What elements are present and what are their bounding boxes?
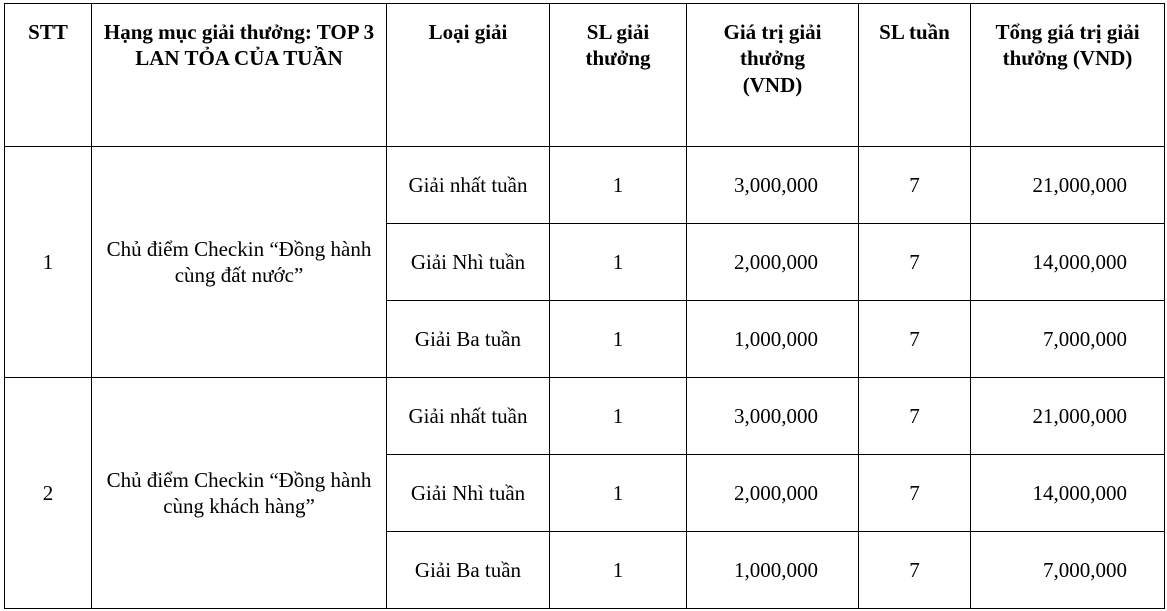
header-row [5, 4, 1165, 147]
category-cell: Chủ điểm Checkin “Đồng hành cùng đất nước” [92, 147, 387, 378]
total-value-cell: 21,000,000 [971, 147, 1165, 224]
stt-cell: 2 [5, 378, 92, 609]
total-value-cell: 14,000,000 [971, 455, 1165, 532]
prize-type-cell: Giải nhất tuần [387, 147, 550, 224]
prize-quantity-cell: 1 [550, 532, 687, 609]
total-value-cell: 7,000,000 [971, 301, 1165, 378]
weeks-cell: 7 [859, 378, 971, 455]
prize-quantity-cell: 1 [550, 378, 687, 455]
prize-value-cell: 1,000,000 [687, 301, 859, 378]
prize-value-cell: 3,000,000 [687, 147, 859, 224]
header-prize-quantity: SL giải thưởng [550, 4, 687, 147]
prize-value-cell: 2,000,000 [687, 224, 859, 301]
prize-type-cell: Giải Ba tuần [387, 301, 550, 378]
total-value-cell: 7,000,000 [971, 532, 1165, 609]
header-weeks: SL tuần [859, 4, 971, 147]
prize-quantity-cell: 1 [550, 224, 687, 301]
weeks-cell: 7 [859, 224, 971, 301]
prize-quantity-cell: 1 [550, 147, 687, 224]
weeks-cell: 7 [859, 147, 971, 224]
prize-type-cell: Giải Nhì tuần [387, 455, 550, 532]
prize-value-cell: 1,000,000 [687, 532, 859, 609]
prize-type-cell: Giải nhất tuần [387, 378, 550, 455]
total-value-cell: 21,000,000 [971, 378, 1165, 455]
table-row [5, 147, 1165, 224]
prize-type-cell: Giải Nhì tuần [387, 224, 550, 301]
prize-quantity-cell: 1 [550, 455, 687, 532]
prize-value-cell: 2,000,000 [687, 455, 859, 532]
category-cell: Chủ điểm Checkin “Đồng hành cùng khách hàng” [92, 378, 387, 609]
prize-value-cell: 3,000,000 [687, 378, 859, 455]
stt-cell: 1 [5, 147, 92, 378]
weeks-cell: 7 [859, 301, 971, 378]
total-value-cell: 14,000,000 [971, 224, 1165, 301]
weeks-cell: 7 [859, 532, 971, 609]
prize-type-cell: Giải Ba tuần [387, 532, 550, 609]
header-stt: STT [5, 4, 92, 147]
header-prize-type: Loại giải [387, 4, 550, 147]
header-total-value: Tổng giá trị giải thưởng (VND) [971, 4, 1165, 147]
header-prize-value: Giá trị giải thưởng (VND) [687, 4, 859, 147]
prize-table [4, 3, 1165, 609]
header-category: Hạng mục giải thưởng: TOP 3 LAN TỎA CỦA TUẦN [92, 4, 387, 147]
table-row [5, 378, 1165, 455]
prize-quantity-cell: 1 [550, 301, 687, 378]
weeks-cell: 7 [859, 455, 971, 532]
